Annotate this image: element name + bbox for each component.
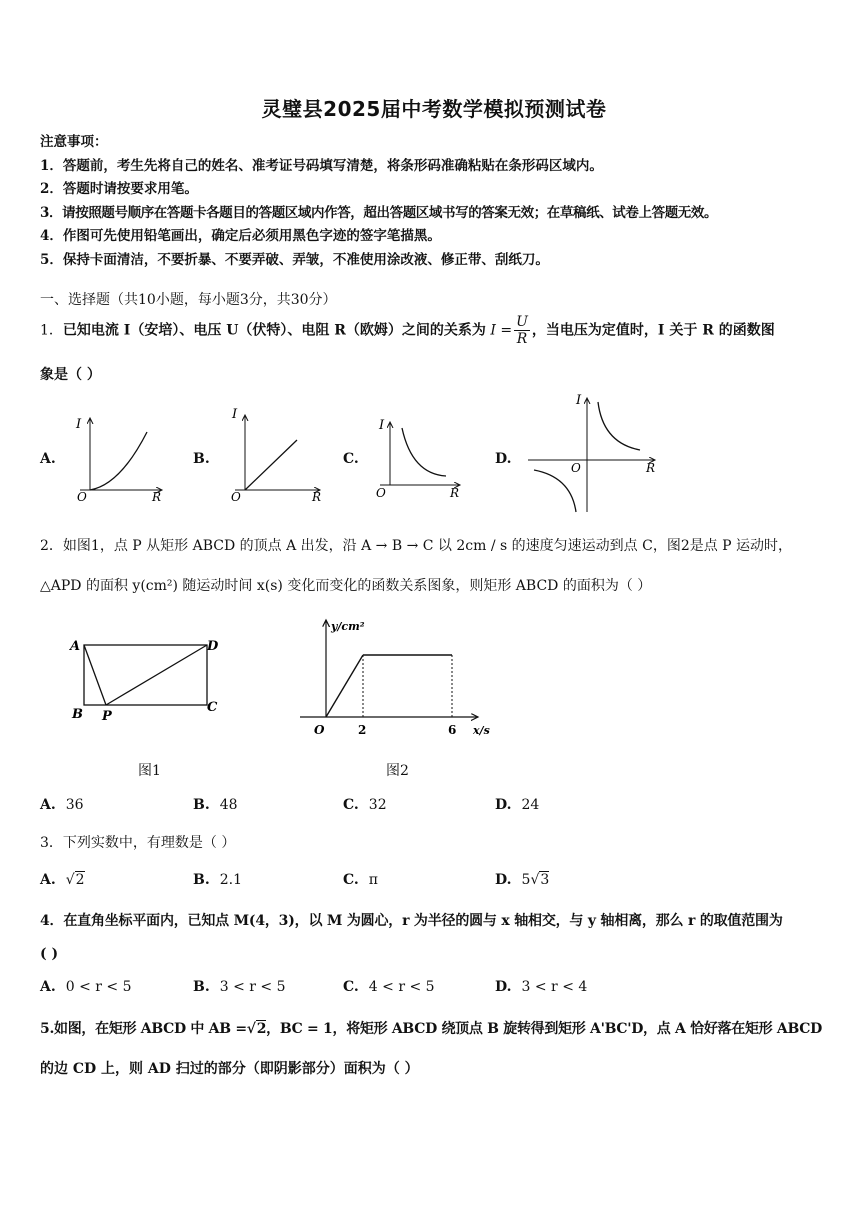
axis-label: I bbox=[232, 407, 238, 422]
question-text: ，当电压为定值时，I 关于 R 的函数图 bbox=[531, 322, 775, 339]
q3-option-a[interactable]: A. √2 bbox=[40, 872, 85, 888]
question-text: 3．下列实数中，有理数是（ ） bbox=[40, 835, 236, 851]
figure-2-caption: 图2 bbox=[386, 763, 409, 779]
option-label: D. bbox=[495, 979, 512, 995]
option-label: A. bbox=[40, 797, 56, 813]
vertex-label: P bbox=[102, 709, 112, 724]
option-value: 2.1 bbox=[219, 872, 242, 888]
axis-label: I bbox=[576, 393, 582, 408]
question-2-line-2 bbox=[40, 575, 651, 595]
option-label: B. bbox=[193, 872, 210, 888]
option-value: 48 bbox=[219, 797, 238, 813]
formula-denominator: R bbox=[516, 331, 528, 347]
q3-option-d[interactable]: D. 5√3 bbox=[495, 872, 550, 888]
vertex-label: B bbox=[72, 707, 83, 722]
page-title: 灵璧县2025届中考数学模拟预测试卷 bbox=[261, 97, 607, 121]
option-value: 24 bbox=[521, 797, 540, 813]
option-value: 36 bbox=[65, 797, 84, 813]
question-text: 如图1，点 P 从矩形 ABCD 的顶点 A 出发，沿 A → B → C 以 2cm / s 的速度匀速运动到点 C，图2是点 P 运动时， bbox=[62, 538, 793, 554]
question-number: 1． bbox=[40, 322, 63, 339]
option-label: C. bbox=[343, 451, 359, 467]
origin-label: O bbox=[571, 461, 581, 475]
graph-c bbox=[376, 418, 460, 500]
option-label: D. bbox=[495, 451, 512, 467]
option-label: D. bbox=[495, 872, 512, 888]
graph-b bbox=[231, 407, 321, 504]
option-label: A. bbox=[40, 451, 56, 467]
option-value: 3 < r < 5 bbox=[219, 979, 286, 995]
graph-a bbox=[75, 417, 162, 504]
formula-lhs: I = bbox=[490, 322, 513, 339]
question-2-line-1 bbox=[40, 535, 792, 555]
vertex-label: A bbox=[70, 639, 81, 654]
option-label: D. bbox=[495, 797, 512, 813]
question-text: 的边 CD 上，则 AD 扫过的部分（即阴影部分）面积为（ ） bbox=[40, 1061, 419, 1077]
q3-option-b[interactable] bbox=[193, 872, 242, 888]
notes-item: 4．作图可先使用铅笔画出，确定后必须用黑色字迹的签字笔描黑。 bbox=[40, 228, 441, 244]
option-label: C. bbox=[343, 797, 359, 813]
q3-option-c[interactable] bbox=[343, 872, 378, 888]
q4-option-c[interactable] bbox=[343, 979, 435, 995]
axis-label: R bbox=[312, 490, 322, 504]
axis-label: R bbox=[450, 486, 460, 500]
question-text: ( ) bbox=[40, 946, 59, 962]
axis-label: x/s bbox=[473, 724, 490, 737]
radicand: 2 bbox=[256, 1021, 267, 1037]
option-label: B. bbox=[193, 451, 210, 467]
vertex-label: D bbox=[207, 639, 219, 654]
axis-label: I bbox=[379, 418, 385, 433]
question-4-line-1 bbox=[40, 910, 783, 930]
section-heading: 一、选择题（共10小题，每小题3分，共30分） bbox=[40, 292, 337, 308]
figure-1-caption: 图1 bbox=[138, 763, 161, 779]
question-text: 已知电流 I（安培）、电压 U（伏特）、电阻 R（欧姆）之间的关系为 bbox=[62, 322, 486, 339]
question-text: 象是（ ） bbox=[40, 367, 101, 383]
question-5-line-2 bbox=[40, 1058, 419, 1078]
option-label: C. bbox=[343, 872, 359, 888]
q2-option-c[interactable] bbox=[343, 797, 387, 813]
option-radicand: 3 bbox=[540, 872, 550, 888]
option-label: B. bbox=[193, 979, 210, 995]
figure-1-rectangle bbox=[68, 639, 219, 724]
question-number: 2． bbox=[40, 538, 63, 554]
option-label: B. bbox=[193, 797, 210, 813]
question-4-line-2 bbox=[40, 946, 58, 962]
notes-item: 1．答题前，考生先将自己的姓名、准考证号码填写清楚，将条形码准确粘贴在条形码区域内。 bbox=[40, 157, 603, 174]
option-value: 4 < r < 5 bbox=[368, 979, 435, 995]
notes-heading: 注意事项： bbox=[40, 134, 108, 150]
formula-numerator: U bbox=[516, 314, 528, 330]
q4-option-b[interactable] bbox=[193, 979, 286, 995]
question-5-line-1: 5.如图，在矩形 ABCD 中 AB =√2，BC = 1，将矩形 ABCD 绕顶点 B 旋转得到矩形 A'BC'D，点 A 恰好落在矩形 ABCD bbox=[40, 1021, 822, 1037]
question-3 bbox=[40, 832, 235, 852]
q2-option-b[interactable] bbox=[193, 797, 238, 813]
q2-option-d[interactable] bbox=[495, 797, 539, 813]
notes-item: 2．答题时请按要求用笔。 bbox=[40, 181, 198, 197]
option-value: 2 bbox=[75, 872, 85, 888]
option-label: A. bbox=[40, 872, 56, 888]
option-value: 5 bbox=[521, 872, 531, 888]
question-text: 4．在直角坐标平面内，已知点 M(4，3)，以 M 为圆心，r 为半径的圆与 x 轴相交，与 y 轴相离，那么 r 的取值范围为 bbox=[40, 913, 783, 929]
question-text: △APD 的面积 y(cm²) 随运动时间 x(s) 变化而变化的函数关系图象，则矩形 ABCD 的面积为（ ） bbox=[40, 578, 652, 594]
graph-d bbox=[528, 393, 655, 512]
q4-option-d[interactable] bbox=[495, 979, 587, 995]
option-value: π bbox=[368, 872, 378, 888]
tick-label: 6 bbox=[448, 723, 457, 737]
axis-label: I bbox=[76, 417, 82, 432]
option-value: 0 < r < 5 bbox=[65, 979, 132, 995]
axis-label: R bbox=[646, 461, 656, 475]
origin-label: O bbox=[231, 490, 241, 504]
axis-label: R bbox=[152, 490, 162, 504]
axis-label: y/cm² bbox=[331, 620, 365, 633]
origin-label: O bbox=[314, 723, 325, 737]
origin-label: O bbox=[376, 486, 386, 500]
q4-option-a[interactable] bbox=[40, 979, 132, 995]
origin-label: O bbox=[77, 490, 87, 504]
notes-item: 3．请按照题号顺序在答题卡各题目的答题区域内作答，超出答题区域书写的答案无效；在草稿纸、试卷上答题无效。 bbox=[40, 204, 718, 221]
option-label: C. bbox=[343, 979, 359, 995]
vertex-label: C bbox=[207, 700, 218, 715]
figure-2-graph bbox=[300, 620, 490, 737]
notes-item: 5．保持卡面清洁，不要折暴、不要弄破、弄皱，不准使用涂改液、修正带、刮纸刀。 bbox=[40, 251, 549, 268]
option-value: 3 < r < 4 bbox=[521, 979, 588, 995]
option-label: A. bbox=[40, 979, 56, 995]
tick-label: 2 bbox=[358, 723, 367, 737]
q2-option-a[interactable] bbox=[40, 797, 84, 813]
question-text: 5.如图，在矩形 ABCD 中 AB = bbox=[40, 1021, 247, 1037]
option-value: 32 bbox=[368, 797, 387, 813]
question-text: ，BC = 1，将矩形 ABCD 绕顶点 B 旋转得到矩形 A'BC'D，点 A 恰好落在矩形 ABCD bbox=[266, 1021, 822, 1037]
